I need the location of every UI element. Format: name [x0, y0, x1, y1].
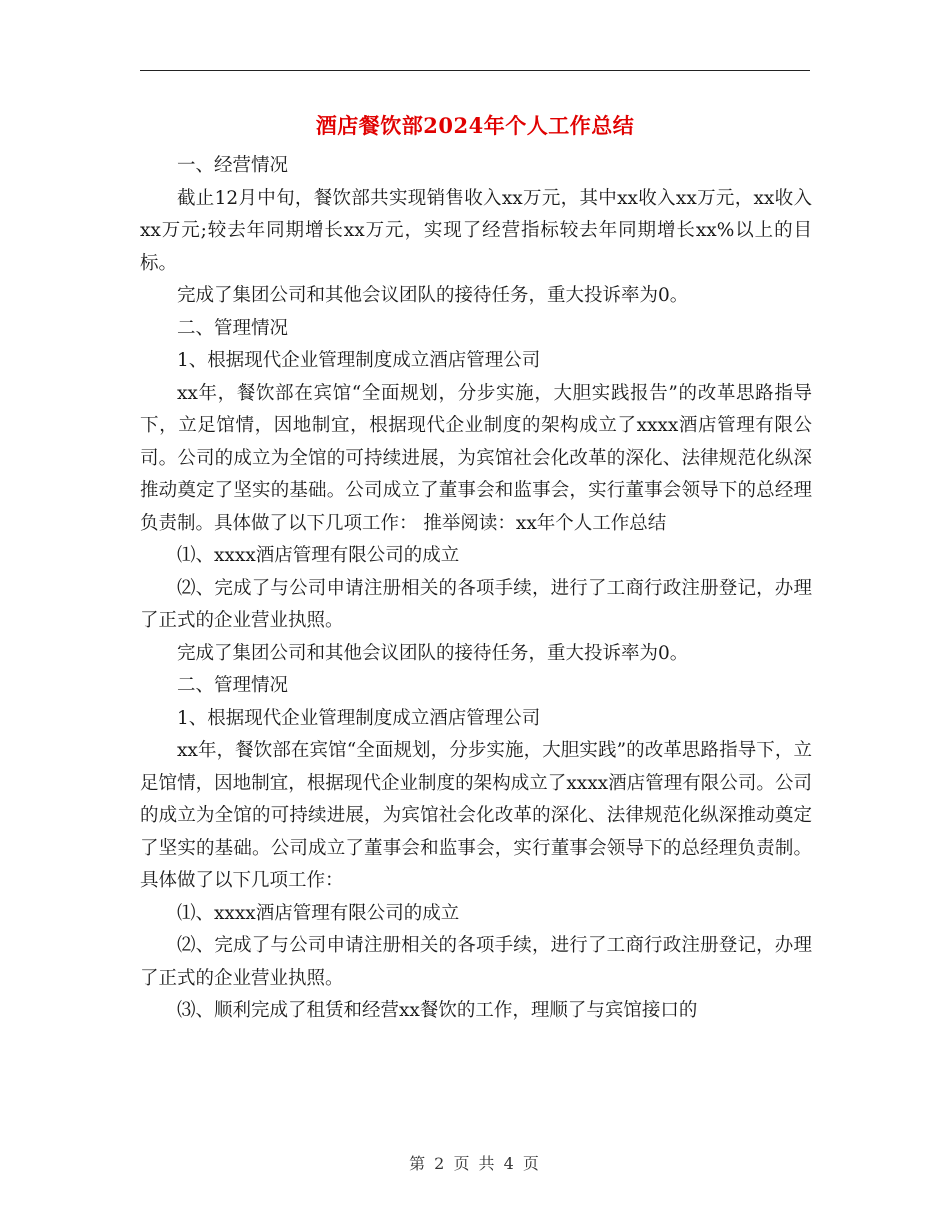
paragraph: xx年，餐饮部在宾馆“全面规划，分步实施，大胆实践”的改革思路指导下，立足馆情，因地制宜，根据现代企业制度的架构成立了xxxx酒店管理有限公司。公司的成立为全馆的可持续进展，为宾馆社会化改革的深化、法律规范化纵深推动奠定了坚实的基础。公司成立了董事会和监事会，实行董事会领导下的总经理负责制。具体做了以下几项工作： — [140, 740, 812, 891]
subsection-heading: 1、根据现代企业管理制度成立酒店管理公司 — [177, 707, 541, 729]
section-heading: 二、管理情况 — [177, 675, 289, 696]
list-item: ⑴、xxxx酒店管理有限公司的成立 — [177, 545, 460, 566]
header-rule — [140, 70, 810, 71]
list-item: ⑵、完成了与公司申请注册相关的各项手续，进行了工商行政注册登记，办理了正式的企业营业执照。 — [140, 577, 812, 631]
paragraph: xx年，餐饮部在宾馆“全面规划，分步实施，大胆实践报告”的改革思路指导下，立足馆情，因地制宜，根据现代企业制度的架构成立了xxxx酒店管理有限公司。公司的成立为全馆的可持续进展，为宾馆社会化改革的深化、法律规范化纵深推动奠定了坚实的基础。公司成立了董事会和监事会，实行董事会领导下的总经理负责制。具体做了以下几项工作： 推举阅读：xx年个人工作总结 — [140, 382, 812, 534]
document-title: 酒店餐饮部2024年个人工作总结 — [315, 113, 635, 138]
list-item: ⑶、顺利完成了租赁和经营xx餐饮的工作，理顺了与宾馆接口的 — [177, 1000, 698, 1021]
section-heading: 一、经营情况 — [177, 155, 289, 176]
paragraph: 完成了集团公司和其他会议团队的接待任务，重大投诉率为0。 — [177, 285, 689, 306]
paragraph: 完成了集团公司和其他会议团队的接待任务，重大投诉率为0。 — [177, 642, 689, 664]
section-heading: 二、管理情况 — [177, 317, 289, 339]
list-item: ⑵、完成了与公司申请注册相关的各项手续，进行了工商行政注册登记，办理了正式的企业营业执照。 — [140, 935, 812, 989]
page-indicator: 第 2 页 共 4 页 — [409, 1154, 541, 1173]
document-body — [140, 150, 812, 1028]
paragraph: 截止12月中旬，餐饮部共实现销售收入xx万元，其中xx收入xx万元，xx收入xx万元;较去年同期增长xx万元，实现了经营指标较去年同期增长xx%以上的目标。 — [140, 187, 812, 274]
list-item: ⑴、xxxx酒店管理有限公司的成立 — [177, 902, 460, 924]
subsection-heading: 1、根据现代企业管理制度成立酒店管理公司 — [177, 350, 541, 371]
